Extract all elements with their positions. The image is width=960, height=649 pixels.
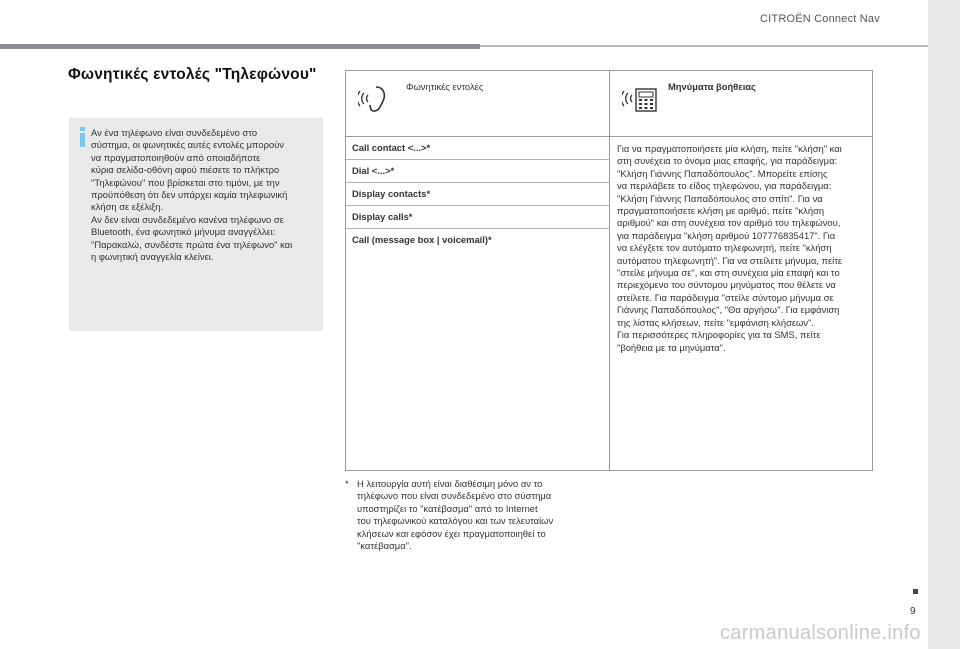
footnote-text: Η λειτουργία αυτή είναι διαθέσιμη μόνο αν το τηλέφωνο που είναι συνδεδεμένο στο σύστημα υποστηρίζει το "κατέβασμα" από το Internet του τηλεφωνικού καταλόγου και των τελευταίων κλήσεων και εφόσον έχει πραγματοποιηθεί το "κατέβασμα". xyxy=(357,478,554,552)
header-title: CITROËN Connect Nav xyxy=(760,13,880,25)
command-item: Display contacts* xyxy=(346,183,609,206)
help-messages-cell xyxy=(610,137,873,471)
command-item: Call (message box | voicemail)* xyxy=(352,234,492,245)
info-icon xyxy=(77,127,89,147)
voice-command-icon xyxy=(358,83,390,113)
page-edge-strip xyxy=(928,0,960,649)
command-item: Dial <...>* xyxy=(346,160,609,183)
help-text: Για να πραγματοποιήσετε μία κλήση, πείτε "κλήση" και στη συνέχεια το όνομα μιας επαφής, για παράδειγμα: "Κλήση Γιάννης Παπαδόπουλος". Μπορείτε επίσης να περιλάβετε το είδος τηλεφώνου, για παράδειγμα: "Κλήση Γιάννης Παπαδόπουλος στο σπίτι". Για να πραγματοποιήσετε κλήση με αριθμό, πείτε "κλήση αριθμού" και στη συνέχεια τον αριθμό του τηλεφώνου, για παράδειγμα "κλήση αριθμού 107776835417". Για να ελέγξετε τον αυτόματο τηλεφωνητή, πείτε "κλήση αυτόματου τηλεφωνητή". Για να στείλετε μήνυμα, πείτε "στείλε μήνυμα σε", και στη συνέχεια μία επαφή και το περιεχόμενο του σύντομου μηνύματος που θέλετε να στείλετε. Για παράδειγμα "στείλε σύντομο μήνυμα σε Γιάννης Παπαδόπουλος", "Θα αργήσω". Για εμφάνιση της λίστας κλήσεων, πείτε "εμφάνιση κλήσεων". Για περισσότερες πληροφορίες για τα SMS, πείτε "βοήθεια με τα μηνύματα". xyxy=(617,143,843,353)
end-of-section-mark xyxy=(913,589,918,594)
command-item: Display calls* xyxy=(346,206,609,229)
col1-header-cell xyxy=(346,71,610,137)
voice-help-icon xyxy=(622,83,662,117)
header-rule-light xyxy=(480,45,928,47)
col2-header: Μηνύματα βοήθειας xyxy=(668,81,756,92)
voice-command-table xyxy=(345,70,873,471)
command-item: Call contact <...>* xyxy=(346,137,609,160)
footnote xyxy=(345,478,605,552)
command-list-cell xyxy=(346,137,610,471)
page-number: 9 xyxy=(910,606,916,617)
col1-header: Φωνητικές εντολές xyxy=(406,81,484,92)
header-rule-dark xyxy=(0,44,480,49)
page-title: Φωνητικές εντολές "Τηλεφώνου" xyxy=(68,66,317,83)
info-text: Αν ένα τηλέφωνο είναι συνδεδεμένο στο σύστημα, οι φωνητικές αυτές εντολές μπορούν να πραγματοποιηθούν από οποιαδήποτε κύρια σελίδα-οθόνη αφού πιέσετε το πλήκτρο "Τηλεφώνου" που βρίσκεται στο τιμόνι, με την προϋπόθεση ότι δεν υπάρχει καμία τηλεφωνική κλήση σε εξέλιξη. Αν δεν είναι συνδεδεμένο κανένα τηλέφωνο σε Bluetooth, ένα φωνητικό μήνυμα αναγγέλλει: "Παρακαλώ, συνδέστε πρώτα ένα τηλέφωνο" και η φωνητική αναγγελία κλείνει. xyxy=(91,127,293,263)
watermark: carmanualsonline.info xyxy=(720,622,921,644)
info-box xyxy=(69,118,323,331)
footnote-marker: * xyxy=(345,478,349,489)
col2-header-cell xyxy=(610,71,873,137)
